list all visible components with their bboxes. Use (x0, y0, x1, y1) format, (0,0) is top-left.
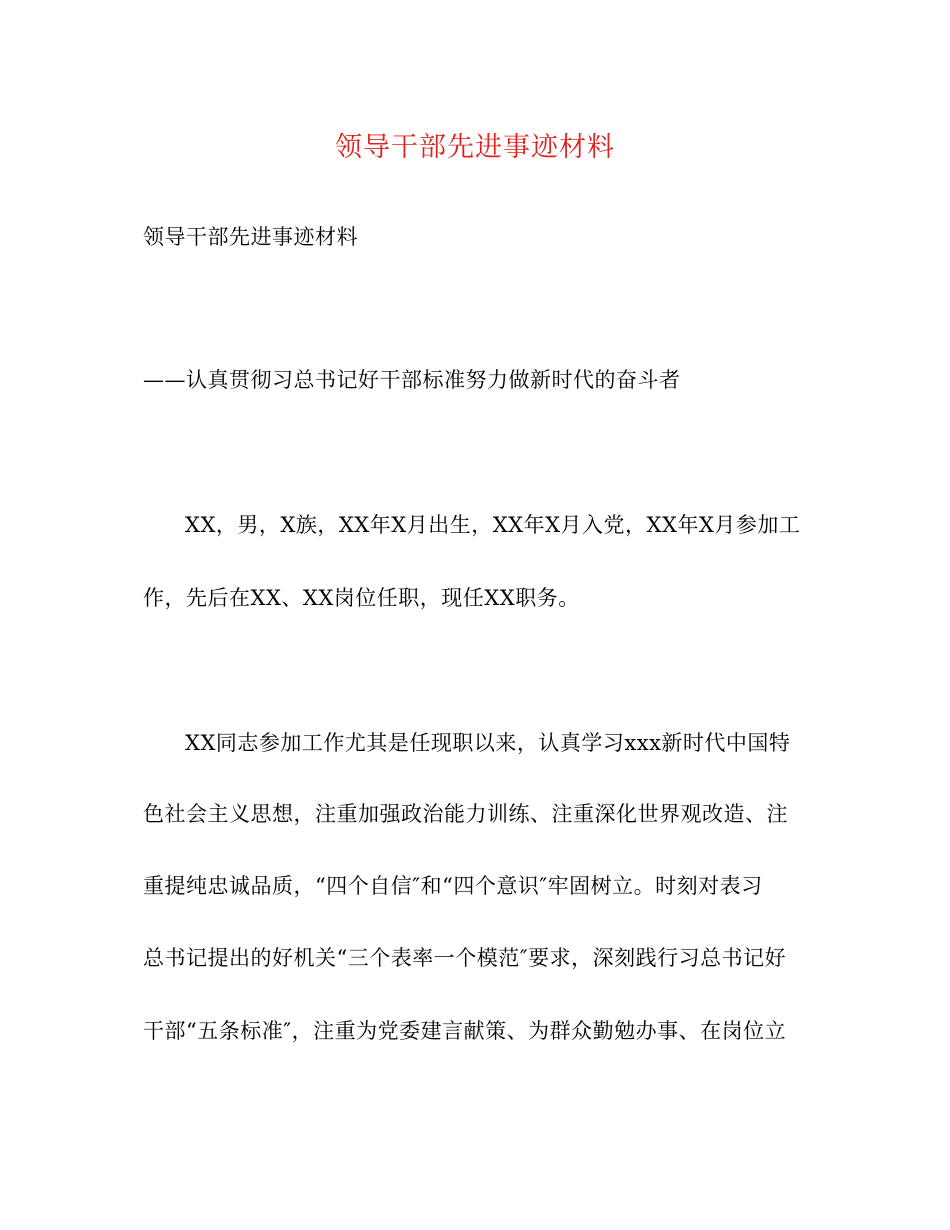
document-tagline: ——认真贯彻习总书记好干部标准努力做新时代的奋斗者 (143, 368, 681, 392)
paragraph-2-line-4: 总书记提出的好机关“三个表率一个模范″要求，深刻践行习总书记好 (143, 946, 787, 970)
paragraph-1-line-1: XX，男，X族，XX年X月出生，XX年X月入党，XX年X月参加工 (185, 513, 801, 537)
paragraph-1-line-2: 作，先后在XX、XX岗位任职，现任XX职务。 (143, 586, 580, 610)
document-subtitle: 领导干部先进事迹材料 (143, 225, 358, 249)
paragraph-2-line-2: 色社会主义思想，注重加强政治能力训练、注重深化世界观改造、注 (143, 802, 788, 826)
paragraph-2-line-5: 干部“五条标准″，注重为党委建言献策、为群众勤勉办事、在岗位立 (143, 1019, 787, 1043)
document-title: 领导干部先进事迹材料 (335, 132, 615, 163)
paragraph-2-line-3: 重提纯忠诚品质，“四个自信″和“四个意识″牢固树立。时刻对表习 (143, 874, 763, 898)
paragraph-2-line-1: XX同志参加工作尤其是任现职以来，认真学习xxx新时代中国特 (185, 731, 791, 755)
